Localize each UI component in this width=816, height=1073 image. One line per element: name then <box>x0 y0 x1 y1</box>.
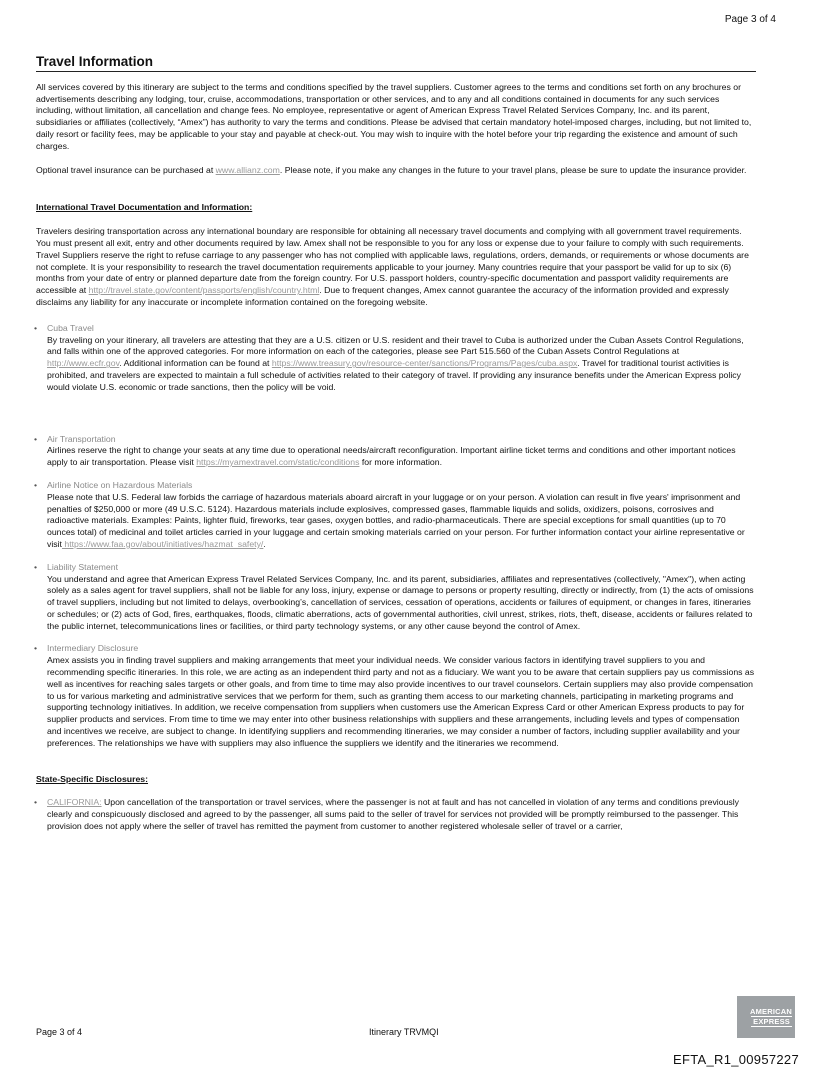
list-item-cuba: • Cuba Travel By traveling on your itinerary, all travelers are attesting that they are a U.S. citizen or U.S. resident and their travel to Cuba is authorized under the Cuban Assets Control Regulations, and falls within one of the approved categories. For more information on each of the categories, please see Part 515.560 of the Cuban Assets Control Regulations at http://www.ecfr.gov. Additional information can be found at https://www.treasury.gov/resource-center/sanctions/Programs/Pages/cuba.aspx. Travel for traditional tourist activities is prohibited, and travelers are expected to maintain a full schedule of activities related to their category of travel. If providing any insurance benefits under the American Express policy would violate U.S. economic or trade sanctions, then the policy will be void. <box>36 323 756 394</box>
hazmat-title: Airline Notice on Hazardous Materials <box>47 479 193 490</box>
intl-paragraph: Travelers desiring transportation across any international boundary are responsible for obtaining all necessary travel documents and complying with all government travel requirements. You must present all exit, entry and other documents required by law. Amex shall not be responsible to you for any loss or expense due to your failure to comply with such requirements. Travel Suppliers reserve the right to refuse carriage to any passenger who has not complied with applicable laws, regulations, orders, demands, or requirements or whose documents are not complete. It is your responsibility to research the travel documentation requirements applicable to your journey. Many countries require that your passport be valid for up to six (6) months from your date of entry or planned departure date from the foreign country. For U.S. passport holders, country-specific documentation and passport validity requirements are accessible at http://travel.state.gov/content/passports/english/country.html. Due to frequent changes, Amex cannot guarantee the accuracy of the information provided and expressly disclaims any liability for any inaccurate or incomplete information contained on the foregoing website. <box>36 226 749 307</box>
intermediary-text: Amex assists you in finding travel suppliers and making arrangements that meet your individual needs. We consider various factors in identifying travel suppliers to you and recommending specific itineraries. In this role, we are acting as an independent third party and not as a fiduciary. We want you to be aware that certain suppliers pay us commissions as well as incentives for reaching sales targets or other goals, and from time to time may also provide incentives to our travel counselors. Certain suppliers may also provide compensation to us for various marketing and administrative services that we perform for them, such as granting them access to our marketing channels, participating in marketing programs and supporting technology initiatives. In addition, we receive compensation from suppliers when customers use the American Express Card or other American Express products to pay for supplier products and services. From time to time we may enter into other business relationships with suppliers and these arrangements, including levels and types of compensation and incentives we receive, are subject to change. In identifying suppliers and recommending itineraries, we may consider a number of factors, including supplier availability and your preferences. The relationships we have with suppliers may also influence the suppliers we identify and the itineraries we recommend. <box>47 655 755 748</box>
hazmat-text: Please note that U.S. Federal law forbids the carriage of hazardous materials aboard aircraft in your luggage or on your person. A violation can result in five years' imprisonment and penalties of $250,000 or more (49 U.S.C. 5124). Hazardous materials include explosives, compressed gases, flammable liquids and solids, oxidizers, poisons, corrosives and radioactive materials. Examples: Paints, lighter fluid, fireworks, tear gases, oxygen bottles, and radio-pharmaceuticals. There are special exceptions for small quantities (up to 70 ounces total) of medicinal and toilet articles carried in your luggage and certain smoking materials carried on your person. For further information contact your airline representative or visit https://www.faa.gov/about/initiatives/hazmat_safety/. <box>47 491 745 549</box>
cuba-title: Cuba Travel <box>47 322 94 333</box>
allianz-link[interactable]: www.allianz.com <box>215 164 280 175</box>
california-link[interactable]: CALIFORNIA: <box>47 797 102 808</box>
conditions-link[interactable]: https://myamextravel.com/static/conditions <box>196 457 360 468</box>
page-title: Travel Information <box>36 56 756 72</box>
logo-line1: AMERICAN <box>749 1007 792 1016</box>
document-body <box>36 56 756 833</box>
liability-text: You understand and agree that American Express Travel Related Services Company, Inc. and its parent, subsidiaries, affiliates and representatives (collectively, "Amex"), when acting solely as a sales agent for travel suppliers, shall not be liable for any loss, injury, expense or damage to persons or property resulting, directly or indirectly, from (1) the acts of omissions of travel suppliers, including but not limited to delays, overbooking’s, cancellation of services, cessation of operations, accidents or failures of equipment, or changes in fares, itineraries or schedules; or (2) acts of God, fires, earthquakes, floods, climatic aberrations, acts of governmental authorities, civil unrest, strikes, riots, theft, disease, accidents or failures related to the public internet, telecommunications lines or facilities, or third party technology systems, or any other cause beyond the control of Amex. <box>47 573 754 631</box>
footer-page-number: Page 3 of 4 <box>36 1027 83 1037</box>
logo-line2: EXPRESS <box>753 1017 790 1026</box>
intermediary-title: Intermediary Disclosure <box>47 643 139 654</box>
intro-paragraph: All services covered by this itinerary are subject to the terms and conditions specified by the travel suppliers. Customer agrees to the terms and conditions set forth on any brochures or advertisements describing any lodging, tour, cruise, accommodations, transportation or other services, and to any and all conditions contained in documents for any such services including, without limitation, all cancellation and change fees. No employee, representative or agent of American Express Travel Related Services Company, Inc. and its parent, subsidiaries or affiliates (collectively, “Amex”) has authority to vary the terms and conditions. Please be advised that certain mandatory hotel-imposed charges, including, but not limited to, daily resort or facility fees, may be applicable to your stay and payable at check-out. You may wish to inquire with the hotel before your trip regarding the existence and amount of such charges. <box>36 81 752 151</box>
cuba-text: By traveling on your itinerary, all travelers are attesting that they are a U.S. citizen or U.S. resident and their travel to Cuba is authorized under the Cuban Assets Control Regulations, and falls within one of the approved categories. For more information on each of the categories, please see Part 515.560 of the Cuban Assets Control Regulations at http://www.ecfr.gov. Additional information can be found at https://www.treasury.gov/resource-center/sanctions/Programs/Pages/cuba.aspx. Travel for traditional tourist activities is prohibited, and travelers are expected to maintain a full schedule of activities related to their category of travel. If providing any insurance benefits under the American Express policy would violate U.S. economic or trade sanctions, then the policy will be void. <box>47 334 744 392</box>
faa-link[interactable]: https://www.faa.gov/about/initiatives/hazmat_safety/ <box>61 538 264 549</box>
california-text: CALIFORNIA: Upon cancellation of the transportation or travel services, where the passenger is not at fault and has not cancelled in violation of any terms and conditions previously clearly and conspicuously disclosed and agreed to by the passenger, all sums paid to the seller of travel for services not provided will be promptly reimbursed to the passenger. This provision does not apply where the seller of travel has remitted the payment from customer to another registered wholesale seller of travel or a carrier, <box>47 797 740 832</box>
document-stamp: EFTA_R1_00957227 <box>673 1052 799 1067</box>
intl-heading: International Travel Documentation and Information: <box>36 202 253 213</box>
air-text: Airlines reserve the right to change your seats at any time due to operational needs/aircraft reconfiguration. Important airline ticket terms and conditions and other important notices apply to air transportation. Please visit https://myamextravel.com/static/conditions for more information. <box>47 445 736 468</box>
list-item-intermediary: • Intermediary Disclosure Amex assists you in finding travel suppliers and making arrangements that meet your individual needs. We consider various factors in identifying travel suppliers to you and recommending specific itineraries. In this role, we are acting as an independent third party and not as a fiduciary. We want you to be aware that certain suppliers pay us commissions as well as incentives for reaching sales targets or other goals, and from time to time may also provide incentives to our travel counselors. Certain suppliers may also provide compensation to us for various marketing and administrative services that we perform for them, such as granting them access to our marketing channels, participating in marketing programs and supporting technology initiatives. In addition, we receive compensation from suppliers when customers use the American Express Card or other American Express products to pay for supplier products and services. From time to time we may enter into other business relationships with suppliers and these arrangements, including levels and types of compensation and incentives we receive, are subject to change. In identifying suppliers and recommending itineraries, we may consider a number of factors, including supplier availability and your preferences. The relationships we have with suppliers may also influence the suppliers we identify and the itineraries we recommend. <box>34 643 755 748</box>
air-title: Air Transportation <box>47 433 116 444</box>
list-item-air: • Air Transportation Airlines reserve the right to change your seats at any time due to operational needs/aircraft reconfiguration. Important airline ticket terms and conditions and other important notices apply to air transportation. Please visit https://myamextravel.com/static/conditions for more information. <box>36 434 756 469</box>
state-heading: State-Specific Disclosures: <box>36 773 149 784</box>
liability-title: Liability Statement <box>47 561 118 572</box>
treasury-link[interactable]: https://www.treasury.gov/resource-center/sanctions/Programs/Pages/cuba.aspx <box>271 358 578 369</box>
ecfr-link[interactable]: http://www.ecfr.gov <box>47 358 120 369</box>
list-item-hazmat: • Airline Notice on Hazardous Materials Please note that U.S. Federal law forbids the carriage of hazardous materials aboard aircraft in your luggage or on your person. A violation can result in five years' imprisonment and penalties of $250,000 or more (49 U.S.C. 5124). Hazardous materials include explosives, compressed gases, flammable liquids and solids, oxidizers, poisons, corrosives and radioactive materials. Examples: Paints, lighter fluid, fireworks, tear gases, oxygen bottles, and radio-pharmaceuticals. There are special exceptions for small quantities (up to 70 ounces total) of medicinal and toilet articles carried in your luggage and certain smoking materials carried on your person. For further information contact your airline representative or visit https://www.faa.gov/about/initiatives/hazmat_safety/. <box>36 480 756 551</box>
footer-itinerary: Itinerary TRVMQI <box>369 1027 439 1037</box>
page-indicator-top: Page 3 of 4 <box>724 14 776 25</box>
insurance-paragraph: Optional travel insurance can be purchased at www.allianz.com. Please note, if you make any changes in the future to your travel plans, please be sure to update the insurance provider. <box>36 164 747 175</box>
list-item-liability: • Liability Statement You understand and agree that American Express Travel Related Services Company, Inc. and its parent, subsidiaries, affiliates and representatives (collectively, "Amex"), when acting solely as a sales agent for travel suppliers, shall not be liable for any loss, injury, expense or damage to persons or property resulting, directly or indirectly, from (1) the acts of omissions of travel suppliers, including but not limited to delays, overbooking’s, cancellation of services, cessation of operations, accidents or failures of equipment, or changes in fares, itineraries or schedules; or (2) acts of God, fires, earthquakes, floods, climatic aberrations, acts of governmental authorities, civil unrest, strikes, riots, theft, disease, accidents or failures related to the public internet, telecommunications lines or facilities, or third party technology systems, or any other cause beyond the control of Amex. <box>36 562 756 633</box>
amex-logo <box>737 996 795 1038</box>
list-item-california: • CALIFORNIA: Upon cancellation of the transportation or travel services, where the passenger is not at fault and has not cancelled in violation of any terms and conditions previously clearly and conspicuously disclosed and agreed to by the passenger, all sums paid to the seller of travel for services not provided will be promptly reimbursed to the passenger. This provision does not apply where the seller of travel has remitted the payment from customer to another registered wholesale seller of travel or a carrier, <box>36 797 756 832</box>
travel-state-link[interactable]: http://travel.state.gov/content/passports/english/country.html <box>88 285 320 296</box>
